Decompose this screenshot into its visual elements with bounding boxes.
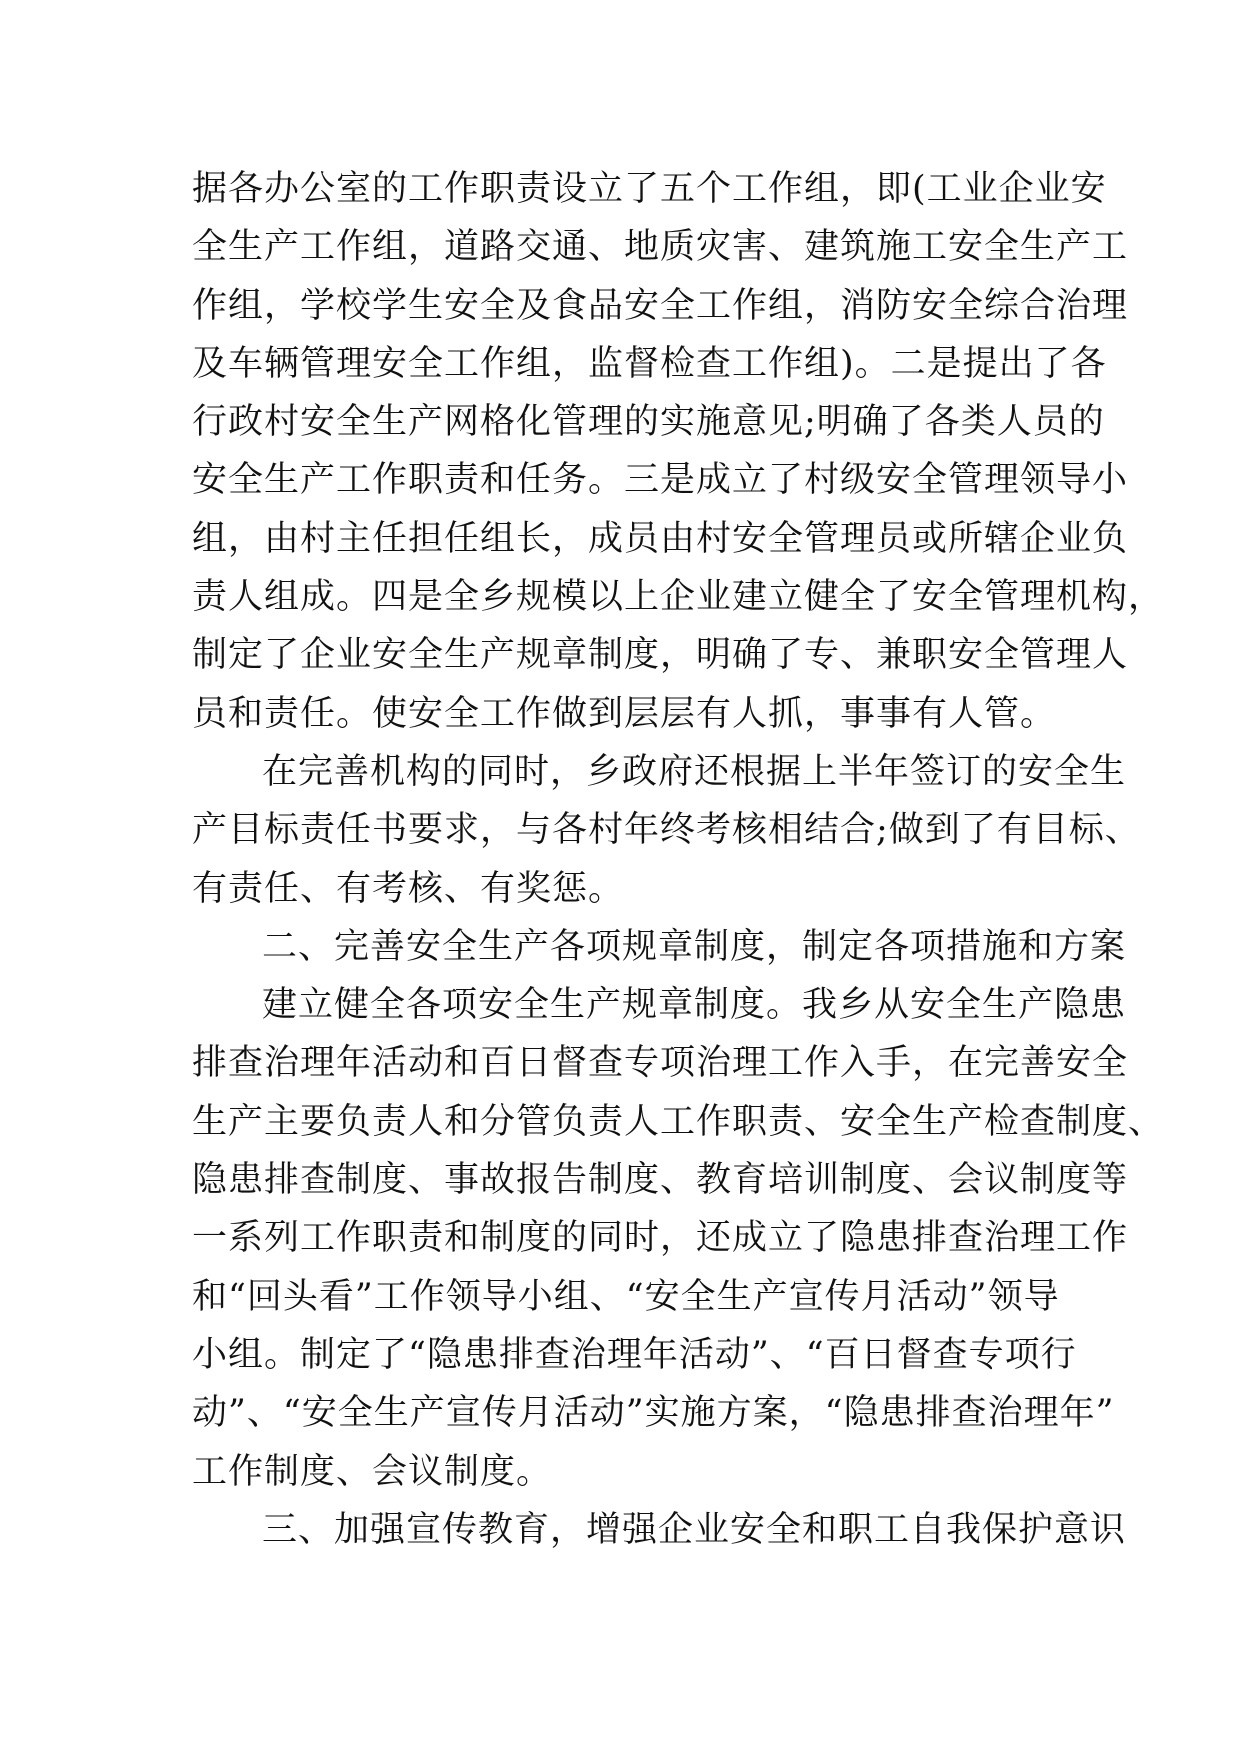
heading-text: 二、完善安全生产各项规章制度，制定各项措施和方案	[262, 926, 1127, 967]
heading-text: 三、加强宣传教育，增强企业安全和职工自我保护意识	[262, 1509, 1127, 1550]
text-line: 一系列工作职责和制度的同时，还成立了隐患排查治理工作	[192, 1218, 1129, 1259]
text-line: 行政村安全生产网格化管理的实施意见;明确了各类人员的	[192, 402, 1105, 443]
text-line: 和“回头看”工作领导小组、“安全生产宣传月活动”领导	[192, 1276, 1060, 1317]
text-line: 有责任、有考核、有奖惩。	[192, 868, 625, 909]
text-line: 在完善机构的同时，乡政府还根据上半年签订的安全生	[262, 751, 1127, 792]
document-body	[192, 160, 1165, 1559]
section-heading-2	[192, 918, 1127, 976]
text-line: 工作制度、会议制度。	[192, 1451, 553, 1492]
paragraph-rules	[192, 976, 1165, 1501]
text-line: 据各办公室的工作职责设立了五个工作组，即(工业企业安	[192, 169, 1107, 209]
text-line: 员和责任。使安全工作做到层层有人抓，事事有人管。	[192, 693, 1057, 734]
section-heading-3	[192, 1501, 1127, 1559]
text-line: 安全生产工作职责和任务。三是成立了村级安全管理领导小	[192, 460, 1129, 501]
text-line: 产目标责任书要求，与各村年终考核相结合;做到了有目标、	[192, 810, 1141, 851]
text-line: 组，由村主任担任组长，成员由村安全管理员或所辖企业负	[192, 518, 1129, 559]
text-line: 小组。制定了“隐患排查治理年活动”、“百日督查专项行	[192, 1334, 1077, 1375]
text-line: 责人组成。四是全乡规模以上企业建立健全了安全管理机构，	[192, 577, 1165, 618]
text-line: 动”、“安全生产宣传月活动”实施方案，“隐患排查治理年”	[192, 1393, 1115, 1434]
text-line: 作组，学校学生安全及食品安全工作组，消防安全综合治理	[192, 285, 1129, 326]
text-line: 制定了企业安全生产规章制度，明确了专、兼职安全管理人	[192, 635, 1129, 676]
text-line: 全生产工作组，道路交通、地质灾害、建筑施工安全生产工	[192, 227, 1129, 268]
text-line: 排查治理年活动和百日督查专项治理工作入手，在完善安全	[192, 1043, 1129, 1084]
text-line: 隐患排查制度、事故报告制度、教育培训制度、会议制度等	[192, 1160, 1129, 1201]
paragraph-responsibility	[192, 743, 1141, 918]
paragraph-organization	[192, 160, 1165, 743]
text-line: 生产主要负责人和分管负责人工作职责、安全生产检查制度、	[192, 1101, 1165, 1142]
text-line: 及车辆管理安全工作组，监督检查工作组)。二是提出了各	[192, 343, 1107, 384]
text-line: 建立健全各项安全生产规章制度。我乡从安全生产隐患	[262, 985, 1127, 1026]
